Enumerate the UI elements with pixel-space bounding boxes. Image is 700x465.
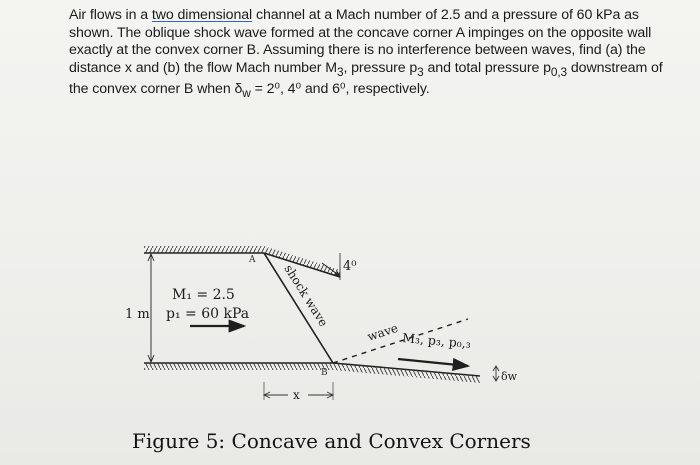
- expansion-wave-label: wave: [365, 320, 400, 344]
- inlet-mach-label: M₁ = 2.5: [172, 287, 235, 303]
- deflection-marker: [493, 366, 499, 381]
- corner-b-label: B: [321, 368, 328, 378]
- distance-x-label: x: [293, 388, 300, 402]
- bottom-wall: [144, 363, 333, 370]
- problem-text-2: channel at a Mach number of 2.5 and a pressure of 60 kPa as shown. The oblique shock wave formed at the concave corner A impinges on the opposite wall exactly at the convex corner B. Assuming there is no interference between waves, find (a) the distance x and (b) the flow Mach number M: [69, 7, 652, 76]
- top-wall: [144, 246, 264, 253]
- problem-text-3: , pressure p: [343, 59, 418, 76]
- subscript-p03: 0,3: [550, 64, 568, 79]
- problem-text-4: and total pressure p: [423, 59, 551, 76]
- channel-height-label: 1 m: [125, 307, 150, 322]
- problem-text-6: = 2⁰, 4⁰ and 6⁰, respectively.: [250, 80, 430, 97]
- corner-a-label: A: [249, 255, 256, 265]
- inlet-pressure-label: p₁ = 60 kPa: [166, 306, 250, 322]
- underlined-phrase: two dimensional: [151, 7, 253, 23]
- problem-text-5: downstream of the convex corner B when δ: [69, 59, 663, 97]
- downstream-flow-arrow: [398, 359, 468, 366]
- deflection-label: δw: [501, 370, 518, 383]
- downstream-state-label: M₃, p₃, p₀,₃: [401, 330, 472, 351]
- subscript-m3: 3: [336, 64, 344, 79]
- subscript-w: w: [242, 85, 251, 100]
- problem-text-1: Air flows in a: [69, 7, 152, 23]
- shock-wave-label: shock wave: [281, 262, 331, 330]
- wall-angle-label: 4⁰: [343, 259, 357, 274]
- subscript-p3: 3: [417, 64, 424, 79]
- figure-caption: Figure 5: Concave and Convex Corners: [132, 429, 531, 453]
